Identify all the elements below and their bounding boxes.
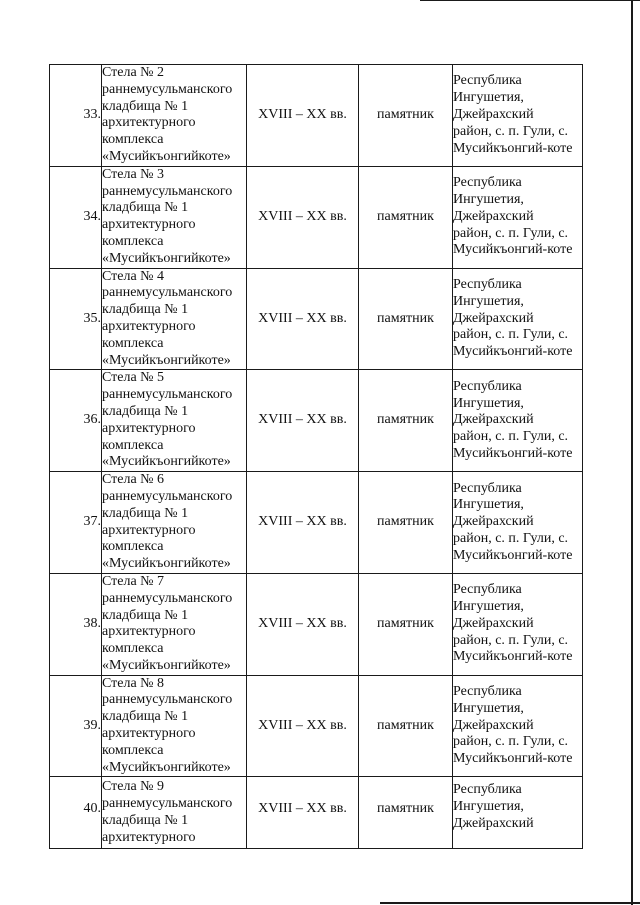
dating: XVIII – XX вв. [247, 777, 359, 849]
object-name-line: комплекса [102, 233, 164, 249]
location [453, 675, 583, 777]
object-name-line: комплекса [102, 132, 164, 148]
object-name-line: Стела № 5 [102, 370, 165, 386]
row-number: 35. [50, 268, 102, 370]
object-name [102, 65, 247, 167]
object-name-line: Стела № 9 [102, 779, 165, 795]
object-name-line: раннемусульманского [102, 590, 233, 606]
row-number: 39. [50, 675, 102, 777]
row-number: 33. [50, 65, 102, 167]
object-name-line: комплекса [102, 641, 164, 657]
object-name-line: кладбища № 1 [102, 403, 189, 419]
location-line: Республика [453, 175, 522, 191]
object-category: памятник [359, 777, 453, 849]
object-name-line: кладбища № 1 [102, 607, 189, 623]
object-name-line: раннемусульманского [102, 183, 233, 199]
object-name-line: кладбища № 1 [102, 709, 189, 725]
object-name-line: архитектурного [102, 420, 196, 436]
location-line: Мусийкъонгий-коте [453, 547, 573, 563]
object-name-line: кладбища № 1 [102, 98, 189, 114]
object-name-line: Стела № 4 [102, 268, 165, 284]
object-name [102, 166, 247, 268]
scan-page-edge-top [420, 0, 640, 1]
location-line: Ингушетия, [453, 395, 524, 411]
object-name-line: «Мусийкъонгийкоте» [102, 556, 231, 572]
dating: XVIII – XX вв. [247, 675, 359, 777]
dating: XVIII – XX вв. [247, 573, 359, 675]
location [453, 573, 583, 675]
object-category: памятник [359, 675, 453, 777]
object-name [102, 675, 247, 777]
location-line: Джейрахский [453, 615, 534, 631]
object-category: памятник [359, 370, 453, 472]
location [453, 472, 583, 574]
table-row [50, 268, 583, 370]
location-line: Ингушетия, [453, 497, 524, 513]
location-line: Республика [453, 378, 522, 394]
location-line: Джейрахский [453, 514, 534, 530]
object-category: памятник [359, 472, 453, 574]
object-name-line: комплекса [102, 742, 164, 758]
object-name-line: архитектурного [102, 115, 196, 131]
object-name-line: архитектурного [102, 217, 196, 233]
location [453, 370, 583, 472]
location-line: Мусийкъонгий-коте [453, 751, 573, 767]
row-number: 34. [50, 166, 102, 268]
table-row [50, 675, 583, 777]
monuments-table [49, 64, 583, 849]
row-number: 36. [50, 370, 102, 472]
object-category: памятник [359, 65, 453, 167]
location [453, 65, 583, 167]
object-name-line: «Мусийкъонгийкоте» [102, 657, 231, 673]
monuments-table-body [50, 65, 583, 849]
object-category: памятник [359, 268, 453, 370]
object-name-line: «Мусийкъонгийкоте» [102, 352, 231, 368]
object-name-line: Стела № 8 [102, 675, 165, 691]
object-name-line: архитектурного [102, 318, 196, 334]
table-row [50, 777, 583, 849]
location-line: Республика [453, 480, 522, 496]
object-name-line: «Мусийкъонгийкоте» [102, 148, 231, 164]
object-name-line: комплекса [102, 335, 164, 351]
location-line: Джейрахский [453, 412, 534, 428]
object-name-line: кладбища № 1 [102, 813, 189, 829]
dating: XVIII – XX вв. [247, 166, 359, 268]
object-name-line: «Мусийкъонгийкоте» [102, 250, 231, 266]
location-line: Джейрахский [453, 717, 534, 733]
object-name-line: раннемусульманского [102, 488, 233, 504]
location-line: Ингушетия, [453, 599, 524, 615]
location-line: Джейрахский [453, 208, 534, 224]
object-name-line: кладбища № 1 [102, 200, 189, 216]
table-row [50, 472, 583, 574]
object-name-line: Стела № 6 [102, 472, 165, 488]
object-name-line: архитектурного [102, 624, 196, 640]
location-line: Республика [453, 582, 522, 598]
location-line: Республика [453, 276, 522, 292]
object-name-line: архитектурного [102, 829, 196, 845]
object-name-line: раннемусульманского [102, 285, 233, 301]
location-line: район, с. п. Гули, с. [453, 429, 569, 445]
location-line: Мусийкъонгий-коте [453, 445, 573, 461]
object-name-line: раннемусульманского [102, 81, 233, 97]
location-line: район, с. п. Гули, с. [453, 734, 569, 750]
object-name-line: Стела № 3 [102, 166, 165, 182]
object-name-line: раннемусульманского [102, 692, 233, 708]
location-line: район, с. п. Гули, с. [453, 530, 569, 546]
object-name-line: раннемусульманского [102, 387, 233, 403]
object-name-line: Стела № 2 [102, 65, 165, 80]
object-name-line: комплекса [102, 437, 164, 453]
location-line: Ингушетия, [453, 799, 524, 815]
location-line: Республика [453, 684, 522, 700]
dating: XVIII – XX вв. [247, 65, 359, 167]
object-category: памятник [359, 573, 453, 675]
row-number: 37. [50, 472, 102, 574]
object-name [102, 370, 247, 472]
object-name-line: архитектурного [102, 522, 196, 538]
object-name-line: «Мусийкъонгийкоте» [102, 759, 231, 775]
location-line: Ингушетия, [453, 293, 524, 309]
object-name-line: раннемусульманского [102, 796, 233, 812]
table-row [50, 370, 583, 472]
location-line: район, с. п. Гули, с. [453, 632, 569, 648]
location [453, 166, 583, 268]
table-row [50, 166, 583, 268]
location-line: район, с. п. Гули, с. [453, 225, 569, 241]
object-name-line: «Мусийкъонгийкоте» [102, 454, 231, 470]
table-row [50, 65, 583, 167]
object-name-line: кладбища № 1 [102, 505, 189, 521]
location-line: Джейрахский [453, 106, 534, 122]
scan-page-edge [631, 0, 633, 905]
object-category: памятник [359, 166, 453, 268]
location-line: Джейрахский [453, 310, 534, 326]
object-name [102, 268, 247, 370]
location-line: Ингушетия, [453, 90, 524, 106]
dating: XVIII – XX вв. [247, 268, 359, 370]
object-name-line: архитектурного [102, 726, 196, 742]
dating: XVIII – XX вв. [247, 472, 359, 574]
scan-page-edge-bottom [380, 902, 640, 904]
row-number: 38. [50, 573, 102, 675]
location-line: Джейрахский [453, 816, 534, 832]
location-line: Республика [453, 73, 522, 89]
table-row [50, 573, 583, 675]
object-name-line: Стела № 7 [102, 573, 165, 589]
location [453, 268, 583, 370]
object-name [102, 777, 247, 849]
object-name-line: кладбища № 1 [102, 302, 189, 318]
object-name-line: комплекса [102, 539, 164, 555]
object-name [102, 573, 247, 675]
location-line: Мусийкъонгий-коте [453, 649, 573, 665]
location-line: Мусийкъонгий-коте [453, 242, 573, 258]
location-line: Ингушетия, [453, 191, 524, 207]
location-line: Мусийкъонгий-коте [453, 344, 573, 360]
location-line: Республика [453, 782, 522, 798]
location-line: Мусийкъонгий-коте [453, 140, 573, 156]
location-line: район, с. п. Гули, с. [453, 123, 569, 139]
location-line: Ингушетия, [453, 700, 524, 716]
location-line: район, с. п. Гули, с. [453, 327, 569, 343]
object-name [102, 472, 247, 574]
location [453, 777, 583, 849]
dating: XVIII – XX вв. [247, 370, 359, 472]
row-number: 40. [50, 777, 102, 849]
